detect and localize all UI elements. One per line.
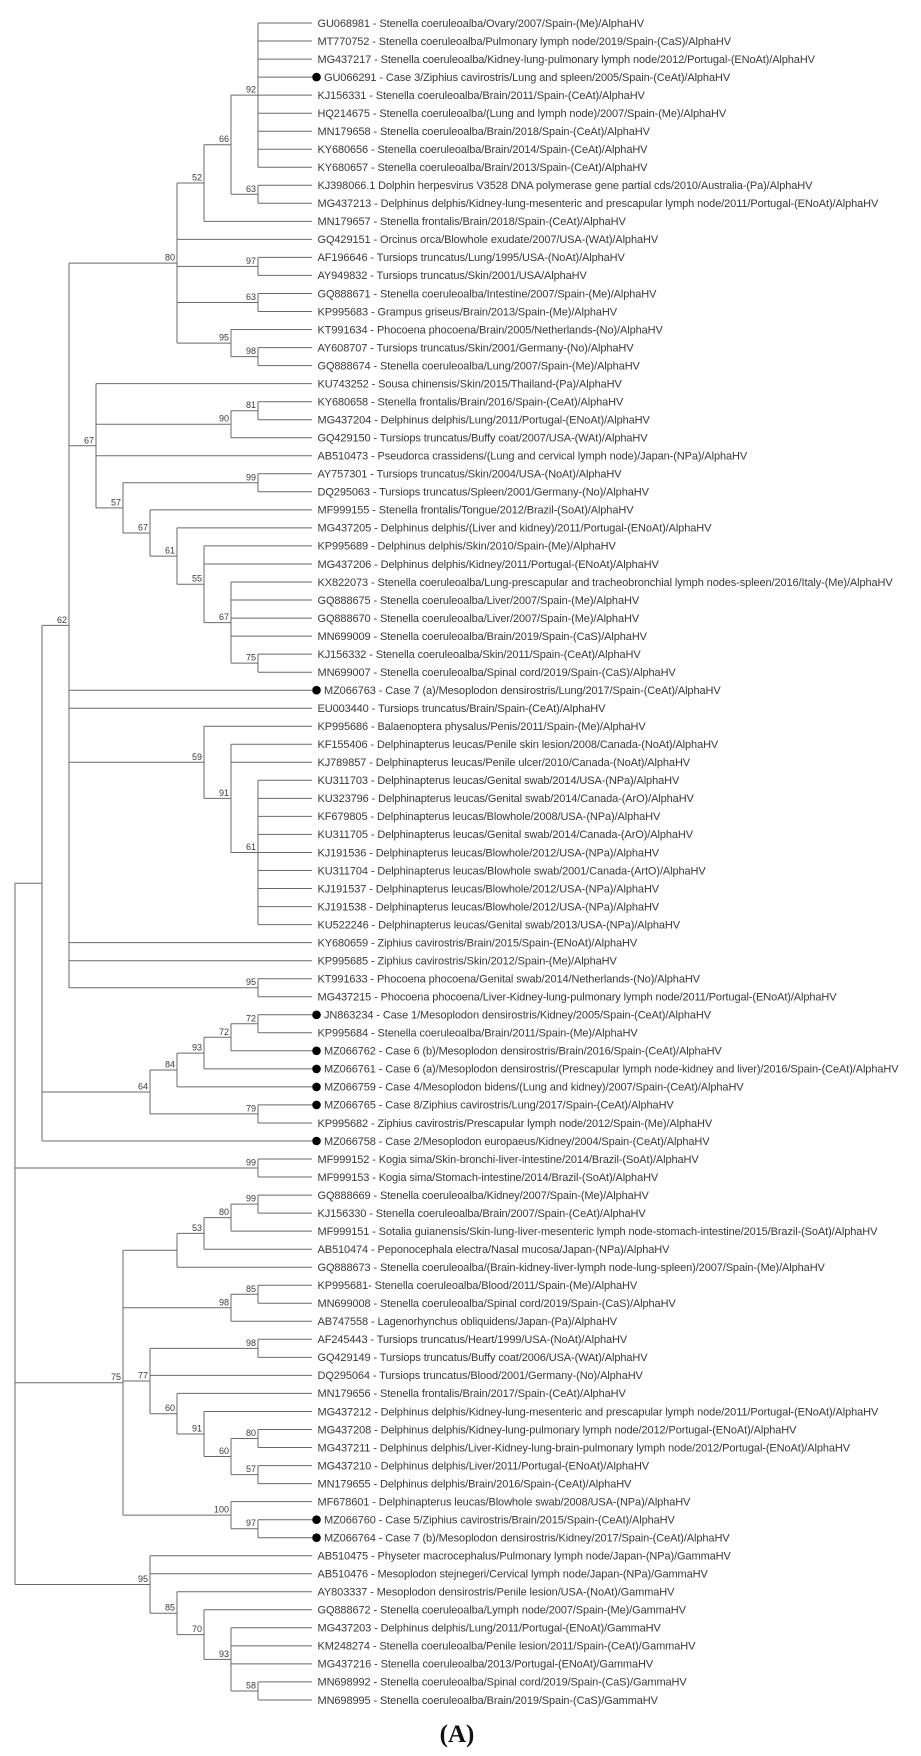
taxon-label: AY949832 - Tursiops truncatus/Skin/2001/USA/AlphaHV [317, 270, 587, 283]
bootstrap-value: 98 [218, 1297, 229, 1308]
taxon-label: MZ066760 - Case 5/Ziphius cavirostris/Brain/2015/Spain-(CeAt)/AlphaHV [324, 1514, 675, 1527]
case-marker-dot [312, 1137, 321, 1146]
taxon-label: KU311704 - Delphinapterus leucas/Blowhole swab/2001/Canada-(ArtO)/AlphaHV [317, 865, 706, 878]
taxon-label: MG437215 - Phocoena phocoena/Liver-Kidney-lung-pulmonary lymph node/2011/Portugal-(ENoAt)/AlphaHV [317, 991, 837, 1004]
taxon-label: KU311703 - Delphinapterus leucas/Genital swab/2014/USA-(NPa)/AlphaHV [317, 775, 680, 788]
taxon-label: AY803337 - Mesoplodon densirostris/Penile lesion/USA-(NoAt)/GammaHV [317, 1586, 675, 1599]
bootstrap-value: 57 [245, 1464, 256, 1475]
bootstrap-value: 58 [245, 1680, 256, 1691]
taxon-label: KT991634 - Phocoena phocoena/Brain/2005/Netherlands-(No)/AlphaHV [317, 324, 663, 337]
taxon-label: GU068981 - Stenella coeruleoalba/Ovary/2007/Spain-(Me)/AlphaHV [317, 17, 644, 30]
taxon-label: GQ888671 - Stenella coeruleoalba/Intestine/2007/Spain-(Me)/AlphaHV [317, 288, 657, 301]
taxon-label: KU311705 - Delphinapterus leucas/Genital swab/2014/Canada-(ArO)/AlphaHV [317, 829, 693, 842]
bootstrap-value: 60 [164, 1403, 175, 1414]
bootstrap-value: 61 [245, 842, 256, 852]
bootstrap-value: 84 [164, 1059, 175, 1070]
taxon-label: MZ066763 - Case 7 (a)/Mesoplodon densirostris/Lung/2017/Spain-(CeAt)/AlphaHV [324, 685, 721, 697]
bootstrap-value: 63 [245, 183, 256, 194]
bootstrap-value: 92 [245, 84, 256, 95]
taxon-label: KJ398066.1 Dolphin herpesvirus V3528 DNA polymerase gene partial cds/2010/Australia-(Pa)/AlphaHV [317, 180, 813, 193]
bootstrap-value: 85 [245, 1283, 256, 1294]
taxon-label: MN699009 - Stenella coeruleoalba/Brain/2019/Spain-(CaS)/AlphaHV [317, 630, 647, 643]
bootstrap-value: 93 [218, 1648, 229, 1659]
taxon-label: KP995683 - Grampus griseus/Brain/2013/Spain-(Me)/AlphaHV [317, 306, 618, 319]
bootstrap-value: 100 [213, 1504, 229, 1515]
taxon-label: MZ066762 - Case 6 (b)/Mesoplodon densirostris/Brain/2016/Spain-(CeAt)/AlphaHV [324, 1045, 722, 1058]
bootstrap-value: 95 [218, 332, 229, 343]
bootstrap-value: 90 [218, 413, 229, 424]
bootstrap-value: 97 [245, 255, 256, 266]
bootstrap-value: 57 [110, 497, 121, 508]
taxon-label: AB510474 - Peponocephala electra/Nasal mucosa/Japan-(NPa)/AlphaHV [317, 1244, 670, 1256]
bootstrap-value: 99 [245, 472, 256, 483]
taxon-label: MN179656 - Stenella frontalis/Brain/2017/Spain-(CeAt)/AlphaHV [317, 1388, 626, 1401]
taxon-label: MF678601 - Delphinapterus leucas/Blowhole swab/2008/USA-(NPa)/AlphaHV [317, 1496, 691, 1509]
taxon-label: AB510473 - Pseudorca crassidens/(Lung and cervical lymph node)/Japan-(NPa)/AlphaHV [317, 450, 748, 463]
taxon-label: MG437204 - Delphinus delphis/Lung/2011/Portugal-(ENoAt)/AlphaHV [317, 414, 650, 427]
taxon-label: GQ888675 - Stenella coeruleoalba/Liver/2007/Spain-(Me)/AlphaHV [317, 594, 640, 607]
taxon-label: KJ156332 - Stenella coeruleoalba/Skin/2011/Spain-(CeAt)/AlphaHV [317, 648, 641, 661]
taxon-label: MZ066764 - Case 7 (b)/Mesoplodon densirostris/Kidney/2017/Spain-(CeAt)/AlphaHV [324, 1532, 730, 1545]
bootstrap-value: 81 [245, 400, 256, 411]
tree-canvas [15, 18, 899, 1707]
taxon-label: MN179658 - Stenella coeruleoalba/Brain/2018/Spain-(CeAt)/AlphaHV [317, 126, 650, 138]
bootstrap-value: 93 [191, 1042, 202, 1053]
taxon-label: MG437211 - Delphinus delphis/Liver-Kidney-lung-brain-pulmonary lymph node/2012/Portugal-(ENoAt)/AlphaHV [317, 1442, 850, 1455]
taxon-label: GU066291 - Case 3/Ziphius cavirostris/Lung and spleen/2005/Spain-(CeAt)/AlphaHV [324, 71, 731, 84]
taxon-label: KY680659 - Ziphius cavirostris/Brain/2015/Spain-(ENoAt)/AlphaHV [317, 937, 638, 950]
bootstrap-value: 53 [191, 1222, 202, 1233]
taxon-label: HQ214675 - Stenella coeruleoalba/(Lung and lymph node)/2007/Spain-(Me)/AlphaHV [317, 108, 727, 120]
taxon-label: MF999155 - Stenella frontalis/Tongue/2012/Brazil-(SoAt)/AlphaHV [317, 504, 634, 517]
bootstrap-value: 67 [137, 522, 148, 533]
taxon-label: KF679805 - Delphinapterus leucas/Blowhole/2008/USA-(NPa)/AlphaHV [317, 811, 661, 824]
bootstrap-value: 61 [164, 545, 175, 556]
taxon-label: KP995686 - Balaenoptera physalus/Penis/2011/Spain-(Me)/AlphaHV [317, 721, 646, 733]
taxon-label: KM248274 - Stenella coeruleoalba/Penile lesion/2011/Spain-(CeAt)/GammaHV [317, 1640, 696, 1653]
taxon-label: GQ429151 - Orcinus orca/Blowhole exudate/2007/USA-(WAt)/AlphaHV [317, 234, 659, 247]
taxon-label: MN698995 - Stenella coeruleoalba/Brain/2019/Spain-(CaS)/GammaHV [317, 1694, 658, 1707]
taxon-label: KU743252 - Sousa chinensis/Skin/2015/Thailand-(Pa)/AlphaHV [317, 378, 622, 391]
bootstrap-value: 77 [137, 1370, 148, 1381]
bootstrap-value: 75 [245, 652, 256, 663]
bootstrap-value: 80 [218, 1207, 229, 1218]
taxon-label: MG437208 - Delphinus delphis/Kidney-lung-pulmonary lymph node/2012/Portugal-(ENoAt)/AlphaHV [317, 1424, 797, 1437]
taxon-label: KP995684 - Stenella coeruleoalba/Brain/2011/Spain-(Me)/AlphaHV [317, 1027, 638, 1040]
taxon-label: KP995685 - Ziphius cavirostris/Skin/2012/Spain-(Me)/AlphaHV [317, 955, 617, 968]
taxon-label: AB510475 - Physeter macrocephalus/Pulmonary lymph node/Japan-(NPa)/GammaHV [317, 1550, 731, 1563]
taxon-label: MN699008 - Stenella coeruleoalba/Spinal cord/2019/Spain-(CaS)/AlphaHV [317, 1298, 676, 1311]
taxon-label: MF999151 - Sotalia guianensis/Skin-lung-liver-mesenteric lymph node-stomach-intestine/2015/Brazil-(SoAt)/AlphaHV [317, 1225, 878, 1238]
bootstrap-value: 85 [164, 1602, 175, 1613]
taxon-label: KF155406 - Delphinapterus leucas/Penile skin lesion/2008/Canada-(NoAt)/AlphaHV [317, 739, 719, 752]
taxon-label: KX822073 - Stenella coeruleoalba/Lung-prescapular and tracheobronchial lymph nodes-spleen/2016/Italy-(Me)/AlphaHV [317, 576, 893, 589]
taxon-label: KU522246 - Delphinapterus leucas/Genital swab/2013/USA-(NPa)/AlphaHV [317, 919, 681, 932]
bootstrap-value: 66 [218, 134, 229, 145]
bootstrap-value: 91 [218, 787, 229, 798]
figure-caption: (A) [439, 1721, 475, 1748]
taxon-label: MG437216 - Stenella coeruleoalba/2013/Portugal-(ENoAt)/GammaHV [317, 1658, 654, 1671]
bootstrap-value: 72 [218, 1026, 229, 1037]
taxon-label: AB747558 - Lagenorhynchus obliquidens/Japan-(Pa)/AlphaHV [317, 1316, 618, 1329]
bootstrap-value: 79 [245, 1103, 256, 1114]
taxon-label: MG437210 - Delphinus delphis/Liver/2011/Portugal-(ENoAt)/AlphaHV [317, 1460, 650, 1473]
taxon-label: MZ066761 - Case 6 (a)/Mesoplodon densirostris/(Prescapular lymph node-kidney and liver)/2016/Spain-(CeAt)/AlphaHV [324, 1063, 899, 1076]
taxon-label: MN179657 - Stenella frontalis/Brain/2018/Spain-(CeAt)/AlphaHV [317, 216, 626, 229]
bootstrap-value: 55 [191, 573, 202, 584]
taxon-label: KY680658 - Stenella frontalis/Brain/2016/Spain-(CeAt)/AlphaHV [317, 396, 624, 409]
taxon-label: KU323796 - Delphinapterus leucas/Genital swab/2014/Canada-(ArO)/AlphaHV [317, 793, 694, 806]
taxon-label: GQ888673 - Stenella coeruleoalba/(Brain-kidney-liver-lymph node-lung-spleen)/2007/Spain-(Me)/AlphaHV [317, 1262, 825, 1274]
taxon-label: MG437203 - Delphinus delphis/Lung/2011/Portugal-(ENoAt)/GammaHV [317, 1622, 661, 1635]
bootstrap-value: 95 [137, 1574, 148, 1584]
taxon-label: MG437212 - Delphinus delphis/Kidney-lung-mesenteric and prescapular lymph node/2011/Portugal-(ENoAt)/AlphaHV [317, 1406, 879, 1419]
case-marker-dot [312, 1047, 321, 1056]
taxon-label: KJ191537 - Delphinapterus leucas/Blowhole/2012/USA-(NPa)/AlphaHV [317, 883, 660, 896]
case-marker-dot [312, 73, 321, 82]
taxon-label: JN863234 - Case 1/Mesoplodon densirostris/Kidney/2005/Spain-(CeAt)/AlphaHV [324, 1009, 711, 1022]
taxon-label: KJ156331 - Stenella coeruleoalba/Brain/2011/Spain-(CeAt)/AlphaHV [317, 89, 645, 102]
case-marker-dot [312, 1083, 321, 1092]
taxon-label: MG437206 - Delphinus delphis/Kidney/2011/Portugal-(ENoAt)/AlphaHV [317, 558, 659, 571]
taxon-label: MG437205 - Delphinus delphis/(Liver and kidney)/2011/Portugal-(ENoAt)/AlphaHV [317, 522, 712, 535]
bootstrap-value: 80 [245, 1428, 256, 1438]
taxon-label: MZ066765 - Case 8/Ziphius cavirostris/Lung/2017/Spain-(CeAt)/AlphaHV [324, 1099, 674, 1112]
taxon-label: KY680656 - Stenella coeruleoalba/Brain/2014/Spain-(CeAt)/AlphaHV [317, 144, 648, 156]
bootstrap-value: 95 [245, 977, 256, 988]
taxon-label: MF999152 - Kogia sima/Skin-bronchi-liver-intestine/2014/Brazil-(SoAt)/AlphaHV [317, 1153, 699, 1166]
taxon-label: AF196646 - Tursiops truncatus/Lung/1995/USA-(NoAt)/AlphaHV [317, 252, 625, 265]
bootstrap-value: 99 [245, 1193, 256, 1204]
bootstrap-value: 91 [191, 1423, 202, 1434]
taxon-label: AF245443 - Tursiops truncatus/Heart/1999/USA-(NoAt)/AlphaHV [317, 1334, 628, 1347]
taxon-label: GQ888674 - Stenella coeruleoalba/Lung/2007/Spain-(Me)/AlphaHV [317, 360, 640, 373]
taxon-label: MF999153 - Kogia sima/Stomach-intestine/2014/Brazil-(SoAt)/AlphaHV [317, 1171, 659, 1184]
taxon-label: KP995681- Stenella coeruleoalba/Blood/2011/Spain-(Me)/AlphaHV [317, 1280, 638, 1292]
bootstrap-value: 97 [245, 1518, 256, 1529]
taxon-label: GQ888670 - Stenella coeruleoalba/Liver/2007/Spain-(Me)/AlphaHV [317, 612, 640, 625]
taxon-label: AY608707 - Tursiops truncatus/Skin/2001/Germany-(No)/AlphaHV [317, 342, 634, 355]
taxon-label: AB510476 - Mesoplodon stejnegeri/Cervical lymph node/Japan-(NPa)/GammaHV [317, 1568, 708, 1581]
taxon-label: MT770752 - Stenella coeruleoalba/Pulmonary lymph node/2019/Spain-(CaS)/AlphaHV [317, 35, 731, 48]
taxon-label: KJ191536 - Delphinapterus leucas/Blowhole/2012/USA-(NPa)/AlphaHV [317, 847, 660, 860]
taxon-label: KJ191538 - Delphinapterus leucas/Blowhole/2012/USA-(NPa)/AlphaHV [317, 901, 660, 914]
taxon-label: EU003440 - Tursiops truncatus/Brain/Spain-(CeAt)/AlphaHV [317, 703, 606, 715]
taxon-label: KP995689 - Delphinus delphis/Skin/2010/Spain-(Me)/AlphaHV [317, 540, 616, 553]
taxon-label: MN179655 - Delphinus delphis/Brain/2016/Spain-(CeAt)/AlphaHV [317, 1478, 632, 1491]
case-marker-dot [312, 1515, 321, 1524]
case-marker-dot [312, 1011, 321, 1020]
case-marker-dot [312, 686, 321, 695]
taxon-label: MG437217 - Stenella coeruleoalba/Kidney-lung-pulmonary lymph node/2012/Portugal-(ENoAt)/AlphaHV [317, 53, 815, 66]
taxon-label: KP995682 - Ziphius cavirostris/Prescapular lymph node/2012/Spain-(Me)/AlphaHV [317, 1117, 713, 1130]
bootstrap-value: 99 [245, 1157, 256, 1168]
bootstrap-value: 98 [245, 346, 256, 357]
taxon-label: MN698992 - Stenella coeruleoalba/Spinal cord/2019/Spain-(CaS)/GammaHV [317, 1676, 687, 1689]
bootstrap-value: 75 [110, 1372, 121, 1383]
taxon-label: DQ295064 - Tursiops truncatus/Blood/2001/Germany-(No)/AlphaHV [317, 1370, 643, 1383]
taxon-label: GQ429150 - Tursiops truncatus/Buffy coat/2007/USA-(WAt)/AlphaHV [317, 432, 648, 445]
taxon-label: GQ888672 - Stenella coeruleoalba/Lymph node/2007/Spain-(Me)/GammaHV [317, 1604, 686, 1617]
taxon-label: KT991633 - Phocoena phocoena/Genital swab/2014/Netherlands-(No)/AlphaHV [317, 973, 700, 986]
bootstrap-value: 60 [218, 1446, 229, 1456]
bootstrap-value: 80 [164, 252, 175, 263]
taxon-label: MZ066759 - Case 4/Mesoplodon bidens/(Lung and kidney)/2007/Spain-(CeAt)/AlphaHV [324, 1081, 744, 1094]
taxon-label: DQ295063 - Tursiops truncatus/Spleen/2001/Germany-(No)/AlphaHV [317, 486, 649, 499]
bootstrap-value: 70 [191, 1624, 202, 1635]
case-marker-dot [312, 1533, 321, 1542]
taxon-label: AY757301 - Tursiops truncatus/Skin/2004/USA-(NoAt)/AlphaHV [317, 468, 622, 481]
bootstrap-value: 59 [191, 751, 202, 762]
taxon-label: MN699007 - Stenella coeruleoalba/Spinal cord/2019/Spain-(CaS)/AlphaHV [317, 667, 676, 679]
taxon-label: KY680657 - Stenella coeruleoalba/Brain/2013/Spain-(CeAt)/AlphaHV [317, 162, 648, 175]
taxon-label: KJ789857 - Delphinapterus leucas/Penile ulcer/2010/Canada-(NoAt)/AlphaHV [317, 757, 691, 770]
taxon-label: GQ888669 - Stenella coeruleoalba/Kidney/2007/Spain-(Me)/AlphaHV [317, 1189, 649, 1202]
bootstrap-value: 62 [56, 614, 67, 625]
bootstrap-value: 72 [245, 1013, 256, 1024]
case-marker-dot [312, 1065, 321, 1074]
taxon-label: GQ429149 - Tursiops truncatus/Buffy coat/2006/USA-(WAt)/AlphaHV [317, 1352, 648, 1365]
taxon-label: KJ156330 - Stenella coeruleoalba/Brain/2007/Spain-(CeAt)/AlphaHV [317, 1207, 646, 1220]
bootstrap-value: 98 [245, 1337, 256, 1348]
bootstrap-value: 63 [245, 292, 256, 302]
bootstrap-value: 67 [83, 435, 94, 446]
bootstrap-value: 67 [218, 612, 229, 623]
bootstrap-value: 64 [137, 1081, 148, 1092]
bootstrap-value: 52 [191, 172, 202, 183]
tree-branches [15, 23, 312, 1700]
taxon-label: MG437213 - Delphinus delphis/Kidney-lung-mesenteric and prescapular lymph node/2011/Portugal-(ENoAt)/AlphaHV [317, 198, 879, 211]
taxon-label: MZ066758 - Case 2/Mesoplodon europaeus/Kidney/2004/Spain-(CeAt)/AlphaHV [324, 1135, 710, 1148]
case-marker-dot [312, 1101, 321, 1110]
